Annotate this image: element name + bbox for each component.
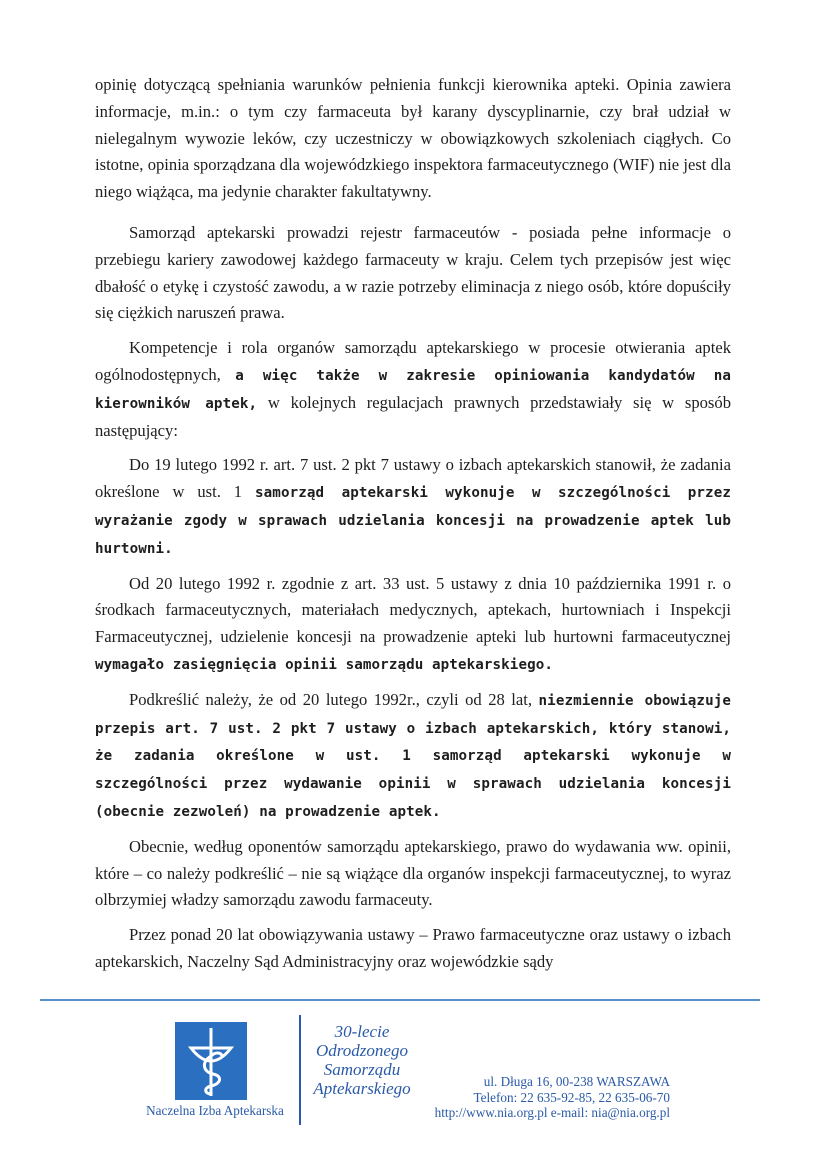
paragraph-3-bold: a więc także w zakresie opiniowania kandydatów na kierowników aptek, <box>95 367 731 412</box>
paragraph-5-bold: wymagało zasięgnięcia opinii samorządu aptekarskiego. <box>95 656 554 673</box>
paragraph-5-text: Od 20 lutego 1992 r. zgodnie z art. 33 ust. 5 ustawy z dnia 10 października 1991 r. o środkach farmaceutycznych, materiałach medycznych, aptekach, hurtowniach i Inspekcji Farmaceutycznej, udzielenie koncesji na prowadzenie apteki lub hurtowni farmaceutycznej <box>95 573 731 647</box>
paragraph-4 <box>95 452 731 562</box>
web-email[interactable]: http://www.nia.org.pl e-mail: nia@nia.org.pl <box>434 1105 670 1120</box>
anniversary-line-1: 30-lecie <box>334 1022 390 1041</box>
paragraph-6 <box>95 687 731 826</box>
paragraph-3-text-a: Kompetencje i rola organów samorządu aptekarskiego w procesie otwierania aptek ogólnodostępnych, <box>95 338 731 384</box>
address: ul. Długa 16, 00-238 WARSZAWA <box>483 1074 670 1089</box>
footer-divider <box>40 999 760 1001</box>
paragraph-1: opinię dotyczącą spełniania warunków pełnienia funkcji kierownika apteki. Opinia zawiera informacje, m.in.: o tym czy farmaceuta był karany dyscyplinarnie, czy brał udział w nielegalnym wywozie leków, czy uczestniczy w obowiązkowych szkoleniach ciągłych. Co istotne, opinia sporządzana dla wojewódzkiego inspektora farmaceutycznego (WIF) nie jest dla niego wiążąca, ma jedynie charakter fakultatywny. <box>95 75 731 202</box>
anniversary-line-4: Aptekarskiego <box>313 1079 411 1098</box>
phone: Telefon: 22 635-92-85, 22 635-06-70 <box>473 1089 670 1105</box>
paragraph-6-text: Podkreślić należy, że od 20 lutego 1992r., czyli od 28 lat, <box>129 689 539 709</box>
contact-block <box>420 1074 670 1121</box>
paragraph-3-text-c: w kolejnych regulacjach prawnych przedstawiały się w sposób następujący: <box>95 392 731 440</box>
paragraph-4-bold: samorząd aptekarski wykonuje w szczególności przez wyrażanie zgody w sprawach udzielania koncesji na prowadzenie aptek lub hurtowni. <box>95 485 731 557</box>
bowl-of-hygieia-icon <box>175 1022 247 1100</box>
paragraph-6-bold: niezmiennie obowiązuje przepis art. 7 ust. 2 pkt 7 ustawy o izbach aptekarskich, który stanowi, że zadania określone w ust. 1 samorząd aptekarski wykonuje w szczególności przez wydawanie opinii w sprawach udzielania koncesji (obecnie zezwoleń) na prowadzenie aptek. <box>95 692 731 820</box>
anniversary-line-3: Samorządu <box>323 1060 401 1079</box>
footer-separator <box>299 1015 301 1125</box>
paragraph-5 <box>95 571 731 679</box>
anniversary-mark <box>312 1022 412 1098</box>
document-body <box>95 72 731 976</box>
paragraph-4-text: Do 19 lutego 1992 r. art. 7 ust. 2 pkt 7 ustawy o izbach aptekarskich stanowił, że zadania określone w ust. 1 <box>95 455 731 502</box>
paragraph-8: Przez ponad 20 lat obowiązywania ustawy – Prawo farmaceutyczne oraz ustawy o izbach aptekarskich, Naczelny Sąd Administracyjny oraz wojewódzkie sądy <box>95 925 731 971</box>
paragraph-3 <box>95 335 731 444</box>
paragraph-7: Obecnie, według oponentów samorządu aptekarskiego, prawo do wydawania ww. opinii, które – co należy podkreślić – nie są wiążące dla organów inspekcji farmaceutycznej, to wyraz olbrzymiej władzy samorządu zawodu farmaceuty. <box>95 836 731 910</box>
anniversary-line-2: Odrodzonego <box>316 1041 408 1060</box>
org-name: Naczelna Izba Aptekarska <box>146 1103 284 1118</box>
paragraph-2: Samorząd aptekarski prowadzi rejestr farmaceutów - posiada pełne informacje o przebiegu kariery zawodowej każdego farmaceuty w kraju. Celem tych przepisów jest więc dbałość o etykę i czystość zawodu, a w razie potrzeby eliminacja z niego osób, które dopuściły się ciężkich naruszeń prawa. <box>95 222 731 323</box>
